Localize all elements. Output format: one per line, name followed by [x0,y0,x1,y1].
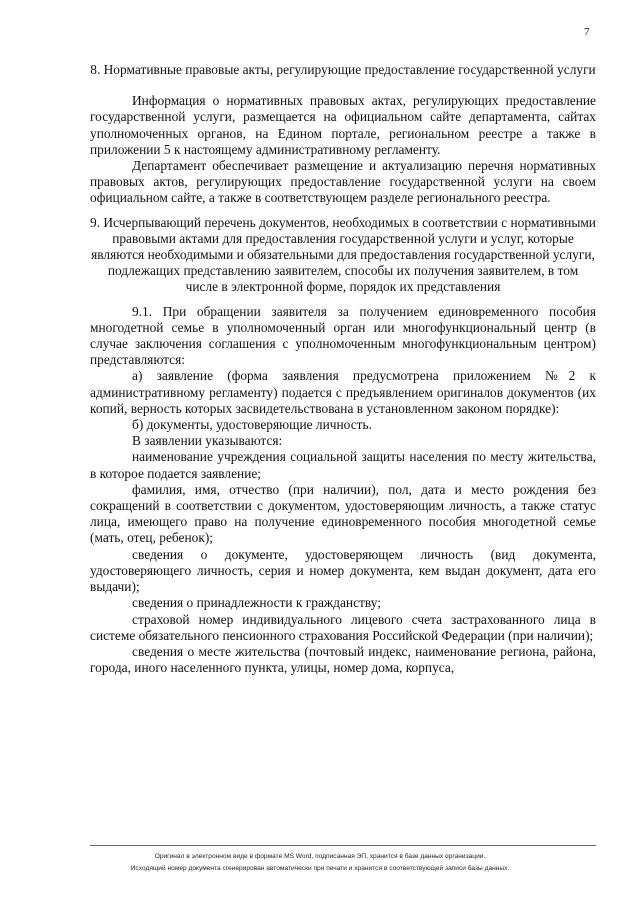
section-9-paragraph: 9.1. При обращении заявителя за получением единовременного пособия многодетной семье в уполномоченный орган или многофункциональный центр (в случае заключения соглашения с уполномоченным многофункциональным центром) представляются: [90,303,596,368]
document-body [90,62,596,676]
section-9-heading: 9. Исчерпывающий перечень документов, необходимых в соответствии с нормативными правовыми актами для предоставления государственной услуги и услуг, которые являются необходимыми и обязательными для предоставления государственной услуги, подлежащих представлению заявителем, способы их получения заявителем, в том числе в электронной форме, порядок их представления [90,214,596,295]
section-9-paragraph: страховой номер индивидуального лицевого счета застрахованного лица в системе обязательного пенсионного страхования Российской Федерации (при наличии); [90,611,596,643]
section-9-paragraph: б) документы, удостоверяющие личность. [132,417,372,433]
section-9-paragraph: сведения о принадлежности к гражданству; [132,595,381,611]
footer-divider [90,845,596,846]
footer-line-1: Оригинал в электронном виде в формате MS Word, подписанная ЭП, хранится в базе данных организации. [154,853,486,860]
section-8-heading: 8. Нормативные правовые акты, регулирующие предоставление государственной услуги [90,62,596,77]
section-9-paragraph: а) заявление (форма заявления предусмотрена приложением №2 к административному регламенту) подается с предъявлением оригиналов документов (их копий, верность которых засвидетельствована в установленном законом порядке): [90,368,596,416]
section-9-paragraph: В заявлении указываются: [132,433,283,449]
section-8-paragraph: Информация о нормативных правовых актах, регулирующих предоставление государственной услуги, размещается на официальном сайте департамента, сайтах уполномоченных органов, на Едином портале, региональном реестре а также в приложении 5 к настоящему административному регламенту. [90,93,596,157]
footer-line-2: Исходящий номер документа сгенерирован автоматически при печати и хранится в соответствующей записи базы данных. [130,864,510,872]
section-9-paragraph: сведения о месте жительства (почтовый индекс, наименование региона, района, города, иного населенного пункта, улицы, номер дома, корпуса, [90,643,596,676]
page-number: 7 [584,26,590,38]
section-9-paragraph: фамилия, имя, отчество (при наличии), пол, дата и место рождения без сокращений в соответствии с документом, удостоверяющим личность, а также статус лица, имеющего право на получение единовременного пособия многодетной семье (мать, отец, ребенок); [90,481,596,546]
section-9-paragraph: наименование учреждения социальной защиты населения по месту жительства, в которое подается заявление; [90,449,596,481]
footer-note [60,851,580,874]
section-9-paragraph: сведения о документе, удостоверяющем личность (вид документа, удостоверяющего личность, серия и номер документа, кем выдан документ, дата его выдачи); [90,546,596,595]
section-8-paragraph: Департамент обеспечивает размещение и актуализацию перечня нормативных правовых актов, регулирующих предоставление государственной услуги на своем официальном сайте, а также в соответствующем разделе регионального реестра. [90,158,596,206]
